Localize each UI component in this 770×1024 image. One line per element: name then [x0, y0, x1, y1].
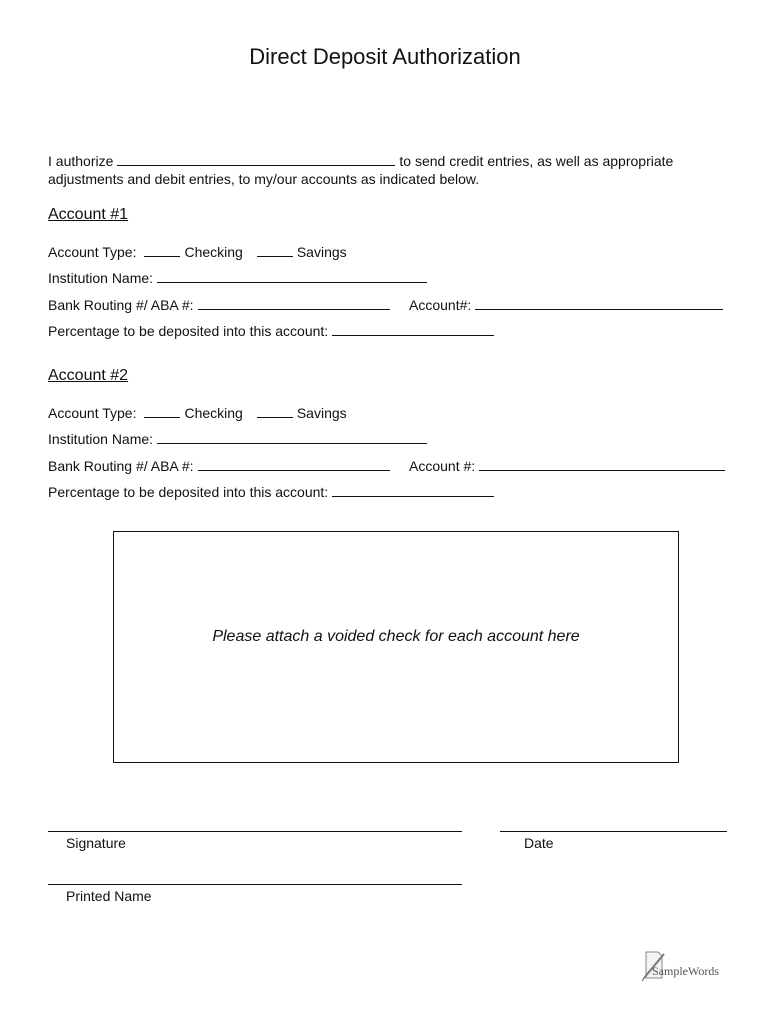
- account-2-savings-field[interactable]: [257, 403, 293, 418]
- account-2-routing-row: [48, 456, 394, 475]
- account-type-label: Account Type:: [48, 244, 137, 260]
- institution-label: Institution Name:: [48, 270, 154, 286]
- account-type-label: Account Type:: [48, 405, 137, 421]
- account-1-percentage-field[interactable]: [332, 321, 494, 336]
- account-1-checking-field[interactable]: [144, 242, 180, 257]
- account-number-label: Account #:: [409, 458, 476, 474]
- checking-label: Checking: [184, 405, 243, 421]
- signature-label: Signature: [66, 835, 126, 851]
- printed-name-line[interactable]: [48, 884, 462, 885]
- signature-line[interactable]: [48, 831, 462, 832]
- samplewords-logo: [640, 948, 730, 982]
- account-2-institution-row: [48, 429, 431, 448]
- authorization-line-2: adjustments and debit entries, to my/our accounts as indicated below.: [48, 171, 480, 187]
- account-2-routing-field[interactable]: [198, 456, 390, 471]
- savings-label: Savings: [296, 244, 347, 260]
- account-2-number-row: [409, 456, 729, 475]
- date-line[interactable]: [500, 831, 727, 832]
- account-1-routing-row: [48, 295, 394, 314]
- account-1-routing-field[interactable]: [198, 295, 390, 310]
- percentage-label: Percentage to be deposited into this account:: [48, 323, 329, 339]
- account-1-heading: Account #1: [48, 206, 129, 223]
- voided-check-area[interactable]: [113, 531, 679, 763]
- routing-label: Bank Routing #/ ABA #:: [48, 297, 194, 313]
- authorize-suffix: to send credit entries, as well as appropriate: [399, 153, 674, 169]
- account-1-savings-field[interactable]: [257, 242, 293, 257]
- savings-label: Savings: [296, 405, 347, 421]
- checking-label: Checking: [184, 244, 243, 260]
- watermark-text: SampleWords: [652, 964, 720, 978]
- account-1-number-row: [409, 295, 727, 314]
- authorization-line-1: [48, 151, 673, 170]
- percentage-label: Percentage to be deposited into this account:: [48, 484, 329, 500]
- account-number-label: Account#:: [409, 297, 472, 313]
- account-1-type-row: [48, 242, 347, 261]
- date-label: Date: [524, 835, 554, 851]
- account-2-percentage-row: [48, 482, 498, 501]
- page-title: Direct Deposit Authorization: [249, 44, 521, 69]
- account-2-number-field[interactable]: [479, 456, 725, 471]
- routing-label: Bank Routing #/ ABA #:: [48, 458, 194, 474]
- account-2-heading: Account #2: [48, 367, 129, 384]
- authorized-party-field[interactable]: [117, 151, 395, 166]
- account-2-type-row: [48, 403, 347, 422]
- authorize-prefix: I authorize: [48, 153, 114, 169]
- account-1-institution-field[interactable]: [157, 268, 427, 283]
- institution-label: Institution Name:: [48, 431, 154, 447]
- account-1-institution-row: [48, 268, 431, 287]
- printed-name-label: Printed Name: [66, 888, 152, 904]
- account-1-number-field[interactable]: [475, 295, 723, 310]
- account-2-institution-field[interactable]: [157, 429, 427, 444]
- voided-check-instruction: Please attach a voided check for each account here: [212, 628, 580, 645]
- account-2-checking-field[interactable]: [144, 403, 180, 418]
- account-2-percentage-field[interactable]: [332, 482, 494, 497]
- account-1-percentage-row: [48, 321, 498, 340]
